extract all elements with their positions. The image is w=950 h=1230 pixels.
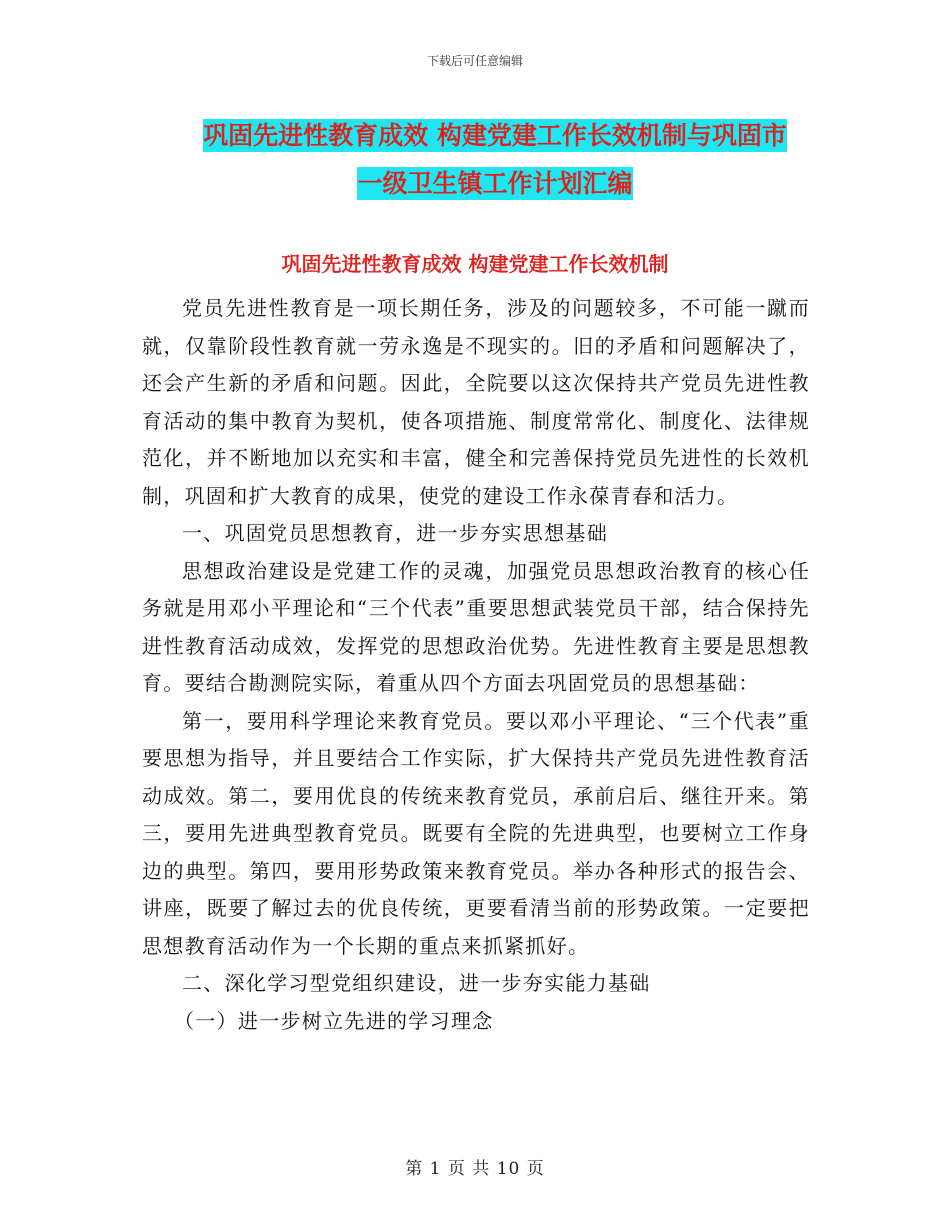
- page-number: 第 1 页 共 10 页: [405, 1159, 545, 1179]
- document-title-line-2: 一级卫生镇工作计划汇编: [357, 169, 633, 198]
- subheading-learning-concept: （一）进一步树立先进的学习理念: [174, 1008, 494, 1033]
- document-body: [142, 290, 810, 1040]
- page-header-note: 下载后可任意编辑: [426, 54, 523, 68]
- paragraph-intro: 党员先进性教育是一项长期任务，涉及的问题较多，不可能一蹴而就，仅靠阶段性教育就一劳永逸是不现实的。旧的矛盾和问题解决了，还会产生新的矛盾和问题。因此，全院要以这次保持共产党员先进性教育活动的集中教育为契机，使各项措施、制度常常化、制度化、法律规范化，并不断地加以充实和丰富，健全和完善保持党员先进性的长效机制，巩固和扩大教育的成果，使党的建设工作永葆青春和活力。: [142, 296, 810, 508]
- document-title: [150, 112, 840, 208]
- heading-part-two: 二、深化学习型党组织建设，进一步夯实能力基础: [182, 971, 651, 995]
- paragraph-four-aspects: 第一，要用科学理论来教育党员。要以邓小平理论、“三个代表”重要思想为指导，并且要结合工作实际，扩大保持共产党员先进性教育活动成效。第二，要用优良的传统来教育党员，承前启后、继往开来。第三，要用先进典型教育党员。既要有全院的先进典型，也要树立工作身边的典型。第四，要用形势政策来教育党员。举办各种形式的报告会、讲座，既要了解过去的优良传统，更要看清当前的形势政策。一定要把思想教育活动作为一个长期的重点来抓紧抓好。: [142, 708, 810, 958]
- heading-part-one: 一、巩固党员思想教育，进一步夯实思想基础: [182, 521, 608, 545]
- paragraph-ideology: 思想政治建设是党建工作的灵魂，加强党员思想政治教育的核心任务就是用邓小平理论和“三个代表”重要思想武装党员干部，结合保持先进性教育活动成效，发挥党的思想政治优势。先进性教育主要是思想教育。要结合勘测院实际，着重从四个方面去巩固党员的思想基础：: [142, 558, 810, 695]
- section-title: 巩固先进性教育成效 构建党建工作长效机制: [281, 252, 669, 276]
- document-title-line-1: 巩固先进性教育成效 构建党建工作长效机制与巩固市: [203, 121, 787, 150]
